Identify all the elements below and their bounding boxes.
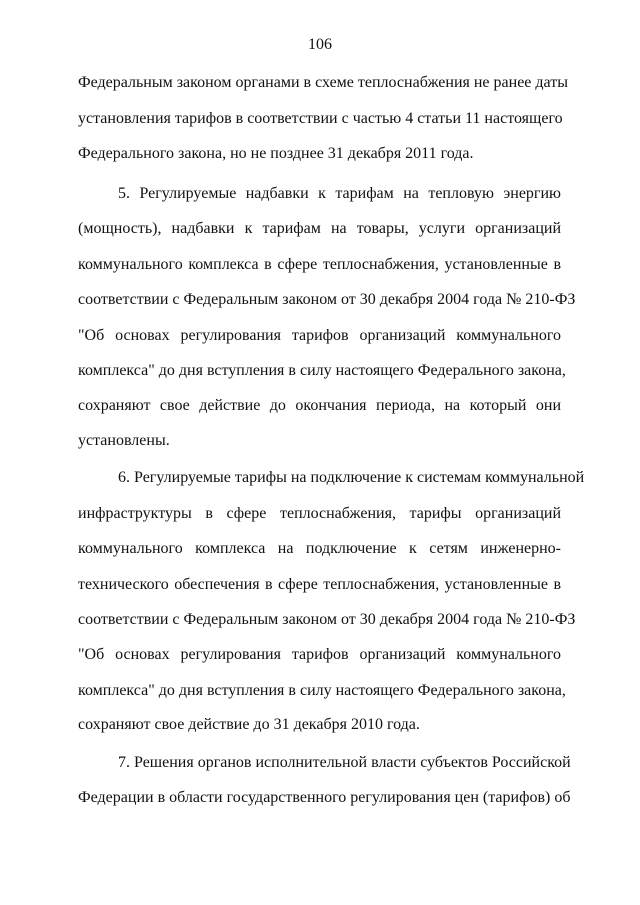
text-line: комплекса" до дня вступления в силу настоящего Федерального закона, <box>78 682 566 699</box>
paragraph-7-first-line: 7. Решения органов исполнительной власти субъектов Российской <box>118 754 571 771</box>
paragraph-5-first-line: 5. Регулируемые надбавки к тарифам на тепловую энергию <box>118 185 561 202</box>
text-line: "Об основах регулирования тарифов организаций коммунального <box>78 646 561 663</box>
text-line: (мощность), надбавки к тарифам на товары, услуги организаций <box>78 220 561 237</box>
text-line: установлены. <box>78 432 170 449</box>
text-line: инфраструктуры в сфере теплоснабжения, тарифы организаций <box>78 505 561 522</box>
text-line: установления тарифов в соответствии с частью 4 статьи 11 настоящего <box>78 110 563 127</box>
paragraph-6-first-line: 6. Регулируемые тарифы на подключение к системам коммунальной <box>118 469 585 486</box>
text-line: соответствии с Федеральным законом от 30 декабря 2004 года № 210-ФЗ <box>78 611 576 628</box>
text-line: Федерального закона, но не позднее 31 декабря 2011 года. <box>78 145 474 162</box>
text-line: сохраняют свое действие до 31 декабря 2010 года. <box>78 716 420 733</box>
text-line: комплекса" до дня вступления в силу настоящего Федерального закона, <box>78 362 566 379</box>
page-number: 106 <box>308 36 332 53</box>
text-line: Федерации в области государственного регулирования цен (тарифов) об <box>78 789 571 806</box>
text-line: "Об основах регулирования тарифов организаций коммунального <box>78 327 561 344</box>
text-line: коммунального комплекса в сфере теплоснабжения, установленные в <box>78 256 561 273</box>
text-line: Федеральным законом органами в схеме теплоснабжения не ранее даты <box>78 74 568 91</box>
text-line: сохраняют свое действие до окончания периода, на который они <box>78 397 561 414</box>
text-line: технического обеспечения в сфере теплоснабжения, установленные в <box>78 576 561 593</box>
text-line: соответствии с Федеральным законом от 30 декабря 2004 года № 210-ФЗ <box>78 291 576 308</box>
text-line: коммунального комплекса на подключение к сетям инженерно- <box>78 540 561 557</box>
